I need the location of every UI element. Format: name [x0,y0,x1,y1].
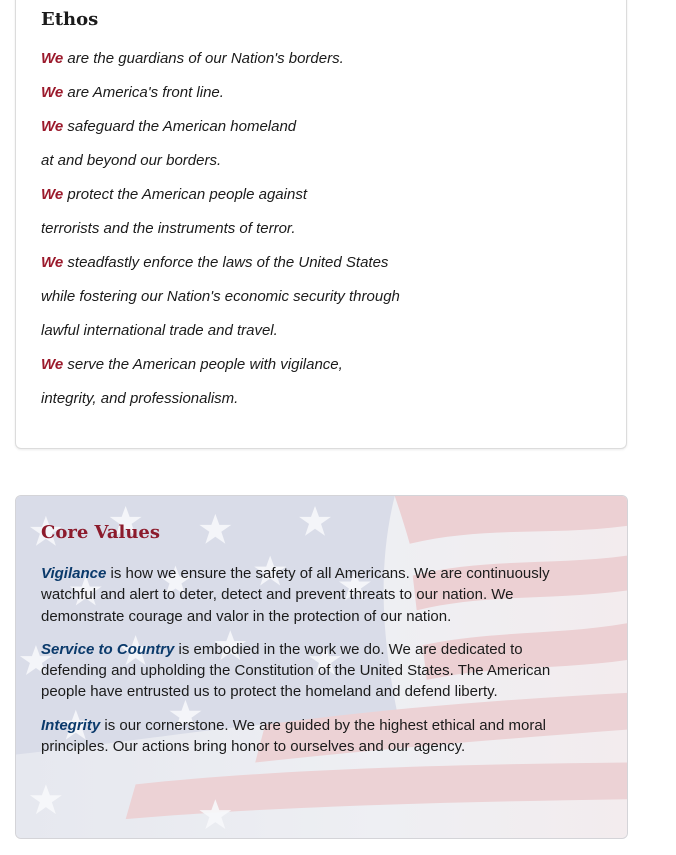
ethos-line [41,323,400,357]
core-value-integrity [41,715,551,758]
core-value-text: is our cornerstone. We are guided by the highest ethical and moral principles. Our actions bring honor to ourselves and our agency. [41,716,546,756]
we-emphasis: We [41,356,64,373]
core-values-card [15,495,628,839]
core-value-term: Service to Country [41,640,175,658]
we-emphasis: We [41,50,64,67]
ethos-line-text: protect the American people against [63,186,307,203]
core-value-service-to-country [41,639,551,703]
ethos-line-text: are America's front line. [63,84,224,101]
ethos-card [15,0,627,449]
core-value-text: is embodied in the work we do. We are dedicated to defending and upholding the Constitution of the United States. The American people have entrusted us to protect the homeland and defend liberty. [41,640,551,701]
we-emphasis: We [41,84,64,101]
ethos-line [41,51,400,85]
ethos-line-text: lawful international trade and travel. [41,322,278,339]
core-values-title: Core Values [41,522,161,543]
ethos-line-text: steadfastly enforce the laws of the United States [63,254,389,271]
ethos-line [41,187,400,221]
ethos-line-text: safeguard the American homeland [63,118,297,135]
ethos-line-text: while fostering our Nation's economic security through [41,288,400,305]
core-value-term: Integrity [41,716,101,734]
ethos-line-text: at and beyond our borders. [41,152,222,169]
ethos-line-text: are the guardians of our Nation's borders. [63,50,344,67]
ethos-line [41,255,400,289]
ethos-line [41,221,400,255]
ethos-line [41,85,400,119]
ethos-line [41,153,400,187]
we-emphasis: We [41,186,64,203]
core-values-content [41,522,551,769]
ethos-line [41,289,400,323]
we-emphasis: We [41,254,64,271]
ethos-line-text: terrorists and the instruments of terror. [41,220,296,237]
we-emphasis: We [41,118,64,135]
core-value-vigilance [41,563,551,627]
ethos-line [41,119,400,153]
ethos-title: Ethos [41,9,99,30]
core-value-term: Vigilance [41,565,107,582]
ethos-lines [41,51,400,425]
ethos-line-text: serve the American people with vigilance, [63,356,343,373]
ethos-line-text: integrity, and professionalism. [41,390,239,407]
ethos-line [41,391,400,425]
core-value-text: is how we ensure the safety of all Americans. We are continuously watchful and alert to deter, detect and prevent threats to our nation. We demonstrate courage and valor in the protection of our nation. [41,565,550,625]
ethos-line [41,357,400,391]
